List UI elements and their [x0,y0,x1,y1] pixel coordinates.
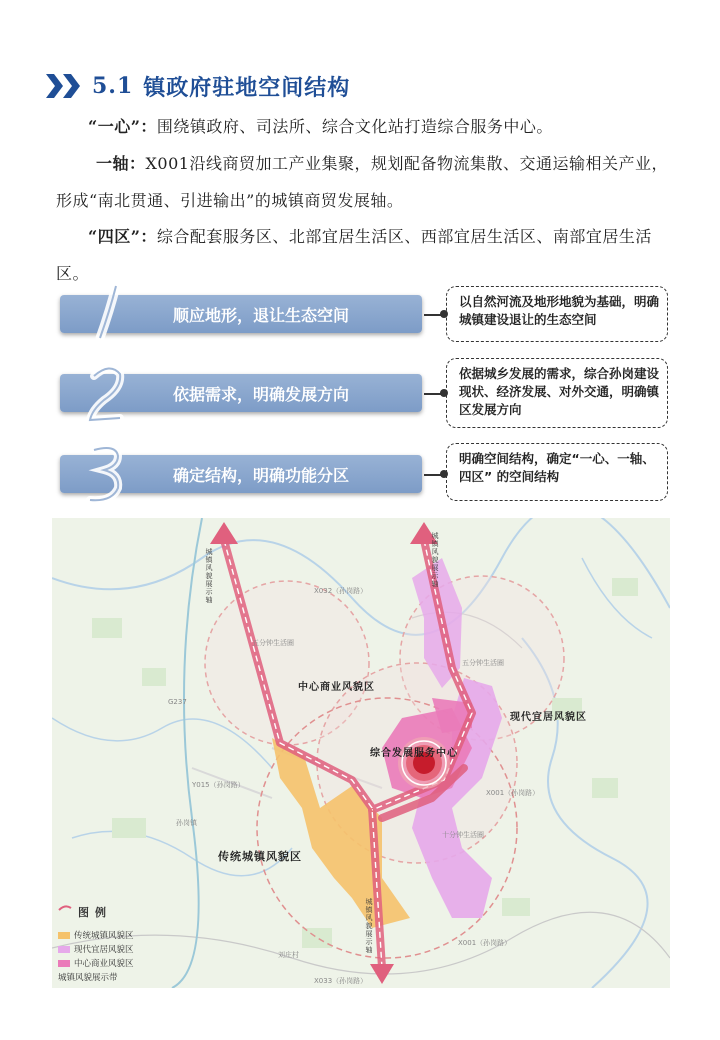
step-label-1: 顺应地形，退让生态空间 [172,305,349,325]
step-number-3-icon [70,440,140,510]
term-four-zones: “四区”： [88,227,157,246]
text-one-center: 围绕镇政府、司法所、综合文化站打造综合服务中心。 [156,117,553,136]
step-note-2: 依据城乡发展的需求，综合孙岗建设现状、经济发展、对外交通，明确镇区发展方向 [446,358,668,428]
step-number-1-icon [70,280,140,350]
map-label-axis-bottom: 城镇风貌展示轴 [365,898,373,954]
legend-swatch-business [58,960,70,967]
section-heading [46,68,350,104]
legend-label-axis: 城镇风貌展示带 [58,973,118,983]
legend-item-modern [58,942,208,956]
spatial-structure-map [52,518,670,988]
road-label-x001b: X001（孙岗路） [458,939,512,947]
step-note-3: 明确空间结构，确定“一心、一轴、四区” 的空间结构 [446,443,668,501]
map-label-eco-right: 五分钟生活圈 [462,659,504,667]
legend-label-traditional: 传统城镇风貌区 [74,931,134,941]
text-four-zones: 综合配套服务区、北部宜居生活区、西部宜居生活区、南部宜居生活区。 [56,227,652,283]
map-label-modern-living: 现代宜居风貌区 [510,712,587,723]
section-title: 镇政府驻地空间结构 [143,74,351,101]
village-label-2: 刘庄村 [278,951,299,959]
term-one-center: “一心”： [88,117,157,136]
map-label-eco-left: 五分钟生活圈 [252,639,294,647]
legend-label-business: 中心商业风貌区 [74,959,134,969]
legend-swatch-traditional [58,932,70,939]
paragraph-four-zones [56,218,672,292]
section-number: 5.1 [92,73,134,99]
road-label-x033: X033（孙岗路） [314,977,368,985]
step-label-3: 确定结构，明确功能分区 [172,465,349,485]
road-label-x001: X001（孙岗路） [486,789,540,797]
road-label-y015: Y015（孙岗路） [192,781,245,789]
chevron-icon [46,71,82,101]
text-one-axis: X001沿线商贸加工产业集聚，规划配备物流集散、交通运输相关产业，形成“南北贯通、引进输出”的城镇商贸发展轴。 [56,154,668,210]
map-label-traditional: 传统城镇风貌区 [218,850,302,863]
step-label-2: 依据需求，明确发展方向 [172,384,349,404]
map-label-axis-left: 城镇风貌展示轴 [205,548,213,604]
road-label-g237: G237 [168,698,187,706]
map-label-center-business: 中心商业风貌区 [298,682,375,693]
paragraph-one-axis [56,145,672,219]
road-label-x032: X032（孙岗路） [314,587,368,595]
step-note-1: 以自然河流及地形地貌为基础，明确城镇建设退让的生态空间 [446,286,668,342]
map-label-axis-right: 城镇风貌展示轴 [431,532,439,588]
legend-label-modern: 现代宜居风貌区 [74,945,134,955]
map-legend [58,904,208,984]
legend-swatch-axis [58,904,72,912]
legend-title: 图例 [78,906,112,919]
legend-item-business [58,956,208,970]
map-label-eco-bottom: 十分钟生活圈 [442,831,484,839]
legend-swatch-modern [58,946,70,953]
map-label-service-center: 综合发展服务中心 [370,748,458,759]
paragraph-one-center [56,108,672,145]
legend-item-traditional [58,928,208,942]
term-one-axis: 一轴： [96,154,146,173]
village-label-1: 孙岗镇 [176,819,197,827]
step-number-2-icon [70,360,140,430]
legend-item-axis [58,970,208,984]
